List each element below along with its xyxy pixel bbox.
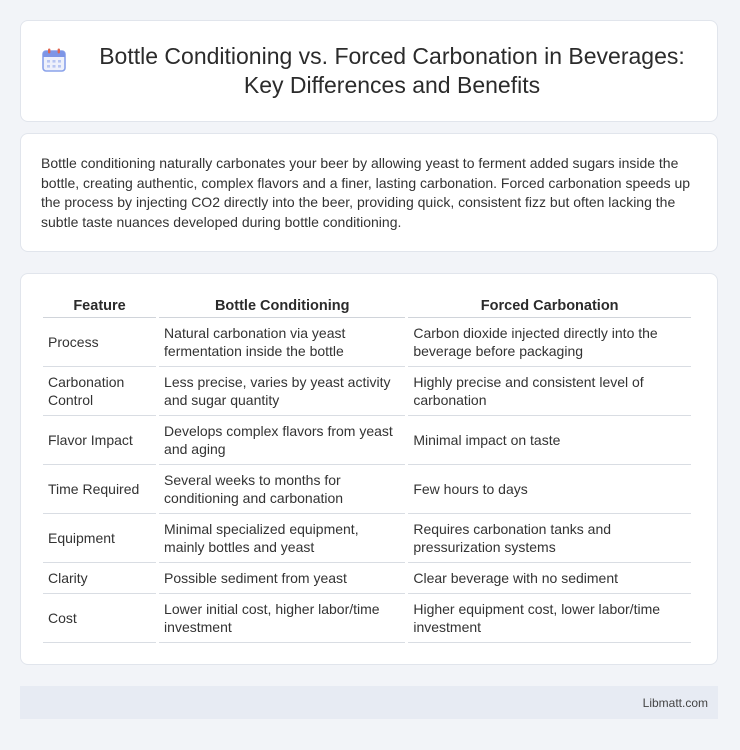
table-header-row (43, 296, 691, 318)
footer-brand: Libmatt.com (642, 695, 708, 710)
comparison-card (20, 273, 718, 665)
cell-forced-carbonation: Few hours to days (408, 465, 691, 514)
header (21, 42, 717, 100)
intro-card (20, 133, 718, 252)
table-row (43, 514, 691, 563)
cell-forced-carbonation: Carbon dioxide injected directly into the beverage before packaging (408, 318, 691, 367)
cell-feature: Time Required (43, 465, 156, 514)
table-row (43, 367, 691, 416)
cell-feature: Cost (43, 594, 156, 643)
cell-bottle-conditioning: Develops complex flavors from yeast and aging (159, 416, 405, 465)
table-row (43, 465, 691, 514)
footer (20, 686, 718, 719)
cell-bottle-conditioning: Minimal specialized equipment, mainly bottles and yeast (159, 514, 405, 563)
cell-feature: Equipment (43, 514, 156, 563)
cell-bottle-conditioning: Less precise, varies by yeast activity and sugar quantity (159, 367, 405, 416)
table-row (43, 563, 691, 594)
cell-feature: Carbonation Control (43, 367, 156, 416)
cell-forced-carbonation: Clear beverage with no sediment (408, 563, 691, 594)
table-row (43, 594, 691, 643)
cell-feature: Flavor Impact (43, 416, 156, 465)
cell-bottle-conditioning: Natural carbonation via yeast fermentation inside the bottle (159, 318, 405, 367)
header-bottle-conditioning: Bottle Conditioning (159, 296, 405, 318)
cell-bottle-conditioning: Several weeks to months for conditioning and carbonation (159, 465, 405, 514)
cell-bottle-conditioning: Lower initial cost, higher labor/time investment (159, 594, 405, 643)
cell-bottle-conditioning: Possible sediment from yeast (159, 563, 405, 594)
header-card (20, 20, 718, 122)
cell-forced-carbonation: Requires carbonation tanks and pressurization systems (408, 514, 691, 563)
header-forced-carbonation: Forced Carbonation (408, 296, 691, 318)
cell-feature: Process (43, 318, 156, 367)
cell-forced-carbonation: Higher equipment cost, lower labor/time investment (408, 594, 691, 643)
intro-paragraph: Bottle conditioning naturally carbonates your beer by allowing yeast to ferment added sugars inside the bottle, creating authentic, complex flavors and a finer, lasting carbonation. Forced carbonation speeds up the process by injecting CO2 directly into the beer, providing quick, consistent fizz but often lacking the subtle taste nuances developed during bottle conditioning. (41, 155, 691, 230)
calendar-icon (41, 47, 67, 73)
table-row (43, 416, 691, 465)
header-feature: Feature (43, 296, 156, 318)
comparison-table (40, 296, 694, 643)
cell-forced-carbonation: Minimal impact on taste (408, 416, 691, 465)
table-row (43, 318, 691, 367)
cell-forced-carbonation: Highly precise and consistent level of carbonation (408, 367, 691, 416)
cell-feature: Clarity (43, 563, 156, 594)
page-title: Bottle Conditioning vs. Forced Carbonation in Beverages: Key Differences and Benefits (99, 43, 685, 98)
